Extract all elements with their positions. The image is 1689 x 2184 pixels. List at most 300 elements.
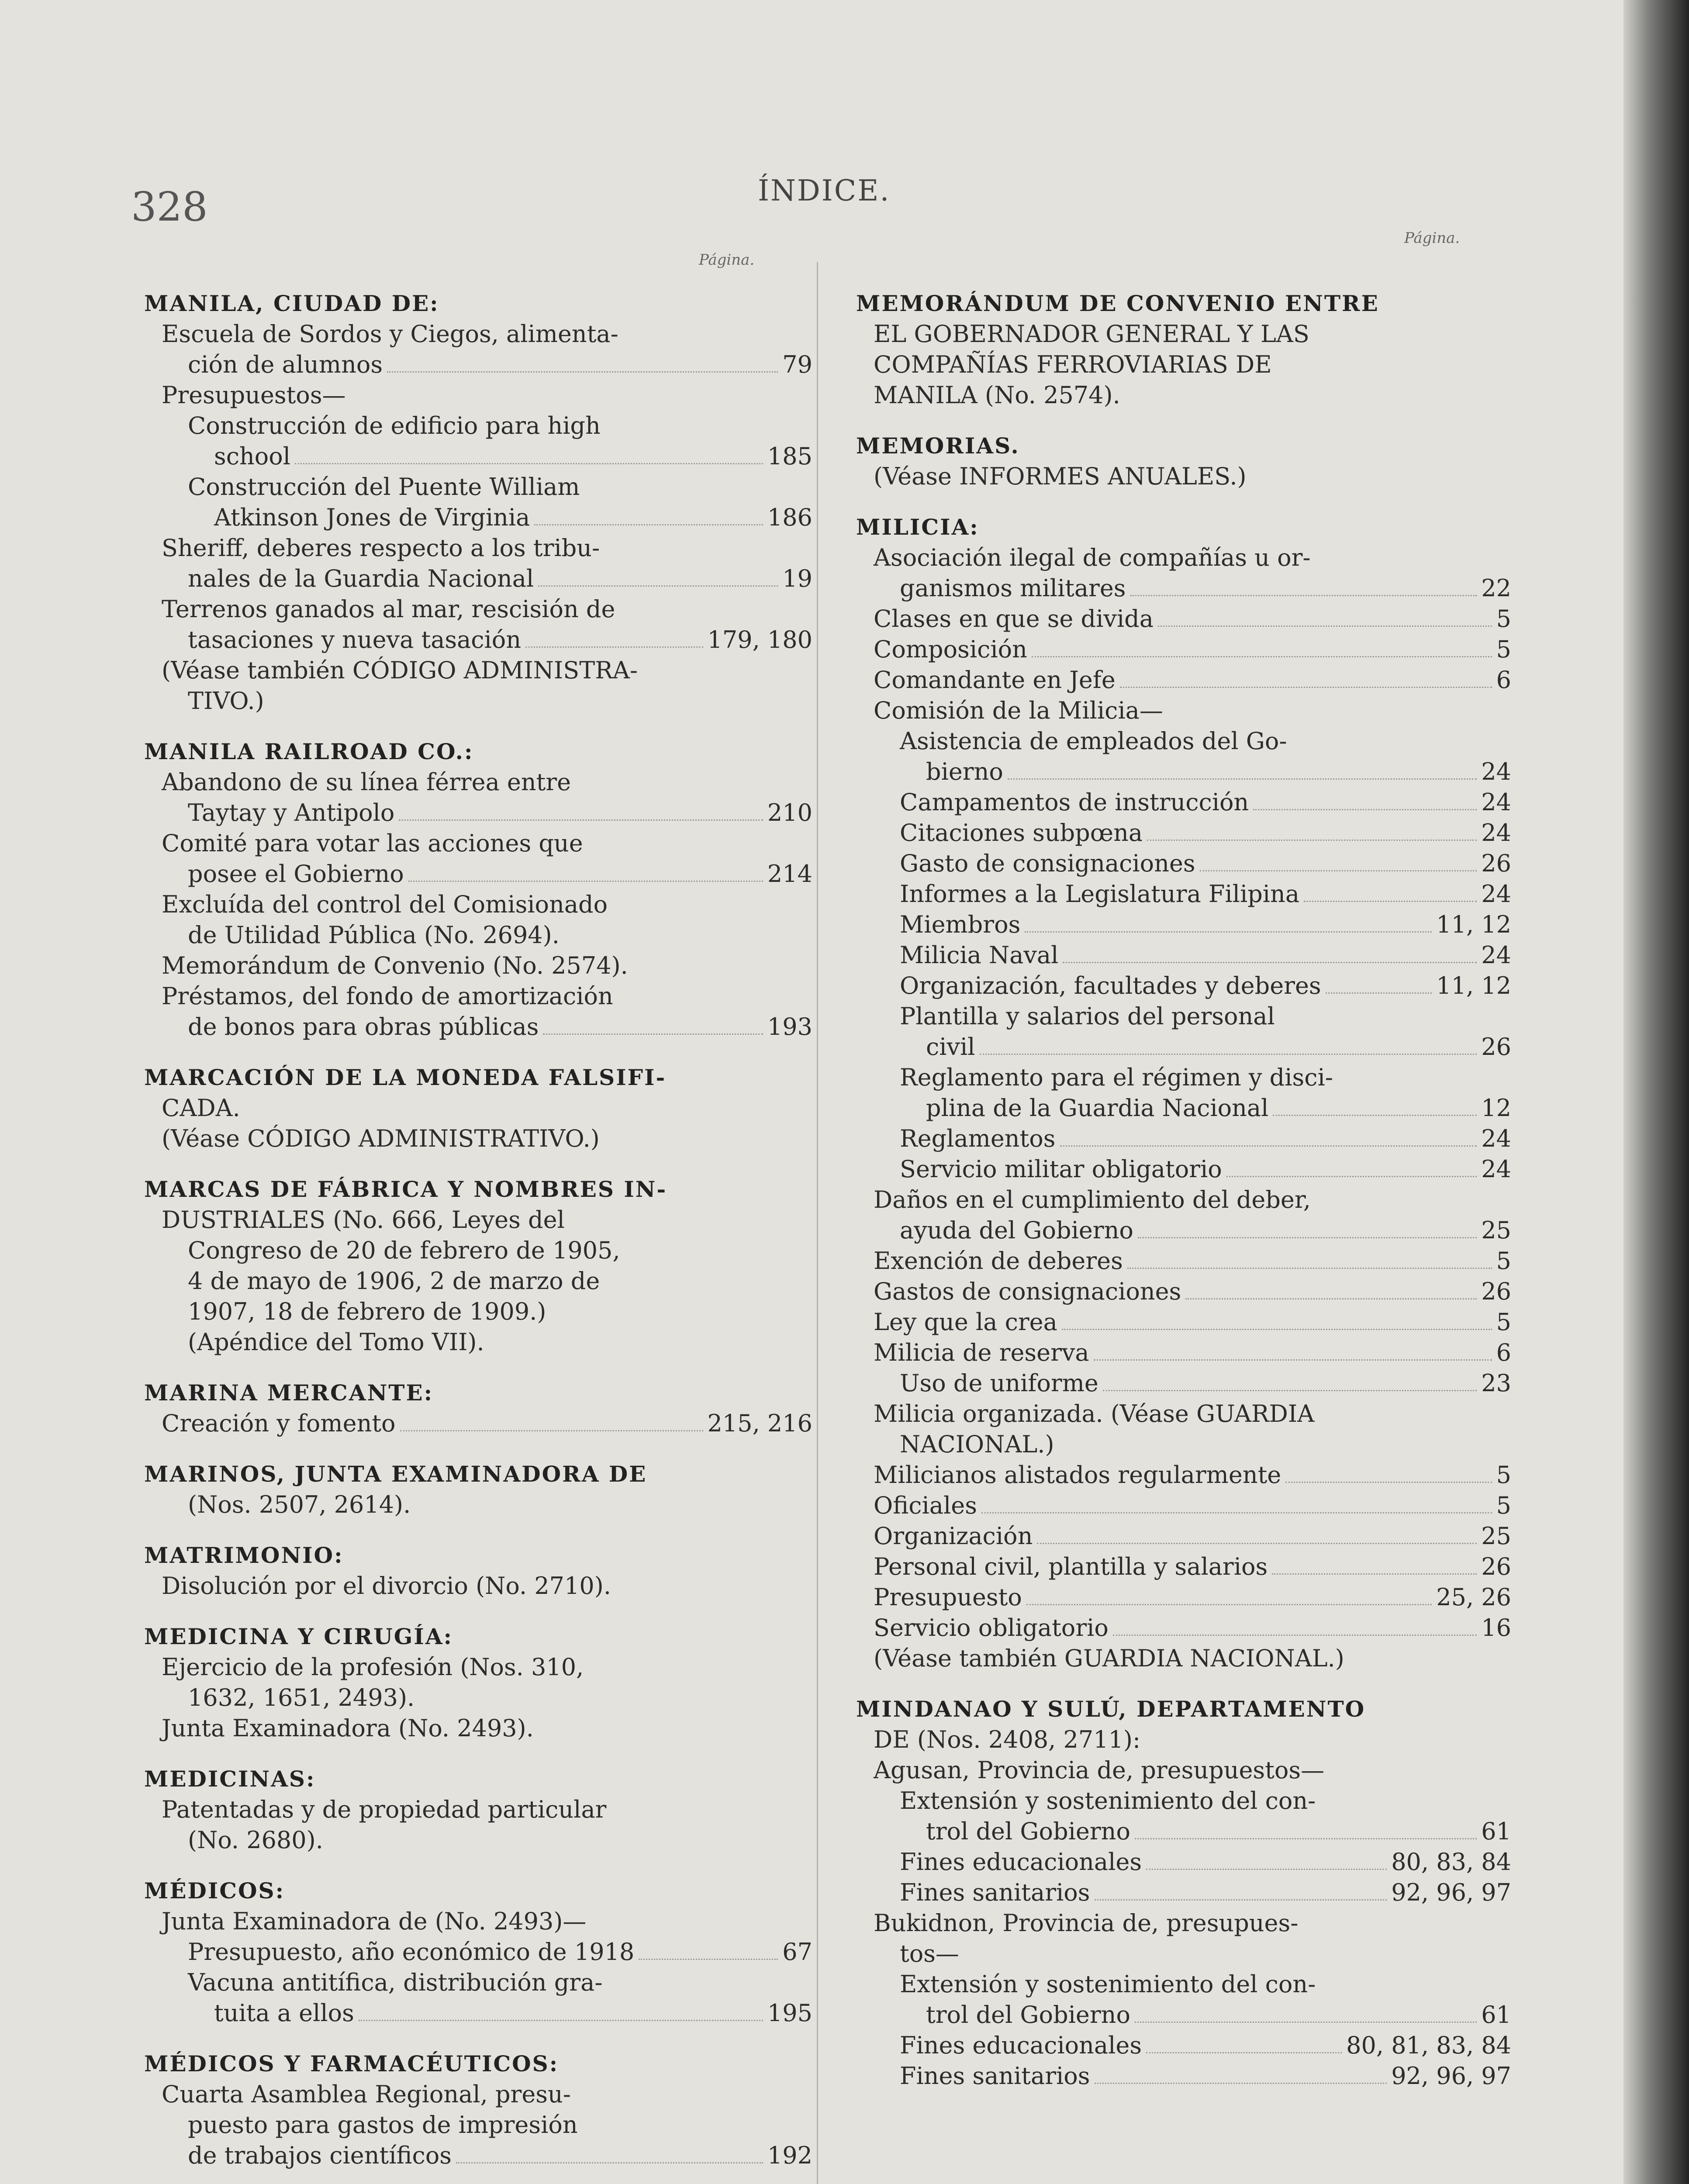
page-reference: 215, 216: [707, 1410, 812, 1437]
index-entry: [856, 431, 1511, 492]
entry-line: [856, 604, 1511, 634]
dot-leader: [1146, 2052, 1342, 2053]
entry-text: (Véase también CÓDIGO ADMINISTRA-: [162, 657, 638, 684]
entry-heading: MATRIMONIO:: [144, 1542, 344, 1568]
entry-line: [144, 1489, 812, 1520]
dot-leader: [1008, 778, 1477, 780]
dot-leader: [399, 819, 763, 821]
entry-text: Vacuna antitífica, distribución gra-: [188, 1969, 603, 1996]
dot-leader: [543, 1033, 763, 1035]
entry-line: [144, 1093, 812, 1123]
index-entry: [144, 288, 812, 716]
entry-text: Comité para votar las acciones que: [162, 829, 583, 857]
dot-leader: [1130, 595, 1477, 596]
dot-leader: [1120, 687, 1492, 688]
entry-heading: MARINOS, JUNTA EXAMINADORA DE: [144, 1461, 647, 1487]
entry-line: [144, 2110, 812, 2140]
entry-text: tuita a ellos: [214, 1999, 354, 2027]
entry-text: Patentadas y de propiedad particular: [162, 1796, 607, 1823]
page-reference: 22: [1481, 574, 1511, 602]
entry-text: Oficiales: [874, 1492, 977, 1519]
entry-text: trol del Gobierno: [926, 2001, 1130, 2028]
entry-text: (Véase INFORMES ANUALES.): [874, 463, 1247, 490]
page-reference: 23: [1481, 1369, 1511, 1397]
entry-line: [856, 1755, 1511, 1786]
entry-line: [144, 950, 812, 981]
page-reference: 5: [1496, 1492, 1511, 1519]
entry-text: Presupuesto: [874, 1583, 1022, 1611]
entry-line: [856, 349, 1511, 380]
page-reference: 5: [1496, 1308, 1511, 1336]
page-reference: 12: [1481, 1094, 1511, 1122]
entry-text: Agusan, Provincia de, presupuestos—: [874, 1756, 1325, 1784]
entry-text: nales de la Guardia Nacional: [188, 565, 534, 592]
index-entry: [144, 1062, 812, 1154]
entry-line: [856, 2030, 1511, 2061]
entry-text: tos—: [900, 1940, 959, 1967]
index-entry: [144, 1378, 812, 1439]
dot-leader: [1026, 1604, 1432, 1605]
page-reference: 24: [1481, 1155, 1511, 1183]
dot-leader: [1200, 870, 1477, 871]
entry-line: [144, 625, 812, 655]
entry-text: Organización, facultades y deberes: [900, 972, 1321, 999]
entry-line: [144, 767, 812, 798]
entry-line: [856, 461, 1511, 492]
entry-text: ción de alumnos: [188, 351, 383, 378]
page-number: 328: [131, 183, 208, 230]
entry-line: [856, 2000, 1511, 2030]
entry-line: [856, 1521, 1511, 1552]
entry-text: DE (Nos. 2408, 2711):: [874, 1726, 1141, 1753]
dot-leader: [534, 524, 763, 525]
entry-text: (Véase CÓDIGO ADMINISTRATIVO.): [162, 1125, 600, 1152]
entry-text: MANILA (No. 2574).: [874, 381, 1120, 409]
entry-text: Fines sanitarios: [900, 2062, 1090, 2090]
index-entry: [856, 512, 1511, 1674]
entry-heading: MÉDICOS Y FARMACÉUTICOS:: [144, 2051, 559, 2077]
page-reference: 67: [782, 1938, 812, 1966]
entry-text: Daños en el cumplimiento del deber,: [874, 1186, 1311, 1213]
entry-line: [144, 1205, 812, 1235]
entry-text: Creación y fomento: [162, 1410, 396, 1437]
entry-text: Servicio obligatorio: [874, 1614, 1109, 1641]
entry-line: [856, 971, 1511, 1001]
entry-heading: MARCAS DE FÁBRICA Y NOMBRES IN-: [144, 1176, 667, 1202]
entry-text: Ley que la crea: [874, 1308, 1057, 1336]
entry-line: [856, 940, 1511, 971]
entry-line: [856, 380, 1511, 411]
index-entry: [144, 1764, 812, 1856]
entry-text: Presupuesto, año económico de 1918: [188, 1938, 635, 1966]
entry-text: Terrenos ganados al mar, rescisión de: [162, 595, 615, 623]
page-reference: 92, 96, 97: [1391, 2062, 1511, 2090]
entry-line: [144, 472, 812, 502]
page-reference: 79: [782, 351, 812, 378]
page-reference: 24: [1481, 941, 1511, 969]
entry-line: [144, 1123, 812, 1154]
dot-leader: [980, 1054, 1477, 1055]
page-reference: 214: [767, 860, 812, 888]
dot-leader: [1025, 931, 1432, 933]
entry-text: DUSTRIALES (No. 666, Leyes del: [162, 1206, 565, 1234]
entry-line: [144, 920, 812, 950]
entry-line: [856, 1368, 1511, 1399]
entry-line: [856, 1490, 1511, 1521]
entry-line: [856, 1939, 1511, 1969]
entry-text: Milicia organizada. (Véase GUARDIA: [874, 1400, 1315, 1427]
entry-text: Excluída del control del Comisionado: [162, 891, 608, 918]
entry-line: [856, 1337, 1511, 1368]
dot-leader: [1095, 2083, 1387, 2084]
entry-line: [856, 1001, 1511, 1032]
entry-text: puesto para gastos de impresión: [188, 2111, 578, 2139]
entry-text: Asistencia de empleados del Go-: [900, 727, 1287, 755]
dot-leader: [981, 1512, 1492, 1514]
entry-text: (No. 2680).: [188, 1826, 323, 1854]
entry-line: [856, 879, 1511, 909]
entry-text: Ejercicio de la profesión (Nos. 310,: [162, 1653, 584, 1681]
page-reference: 25: [1481, 1522, 1511, 1550]
entry-line: [856, 1877, 1511, 1908]
entry-line: [144, 1296, 812, 1327]
entry-text: 4 de mayo de 1906, 2 de marzo de: [188, 1267, 600, 1295]
entry-text: Sheriff, deberes respecto a los tribu-: [162, 534, 600, 562]
dot-leader: [1304, 901, 1477, 902]
index-entry: [144, 736, 812, 1042]
dot-leader: [639, 1959, 778, 1960]
entry-line: [144, 1012, 812, 1042]
entry-text: Comisión de la Milicia—: [874, 697, 1163, 724]
entry-line: [144, 563, 812, 594]
entry-line: [144, 594, 812, 625]
dot-leader: [1095, 1899, 1387, 1901]
entry-line: [856, 909, 1511, 940]
dot-leader: [1146, 1869, 1387, 1870]
entry-line: [144, 1408, 812, 1439]
entry-line: [856, 848, 1511, 879]
entry-line: [856, 1123, 1511, 1154]
entry-heading: MILICIA:: [856, 514, 979, 540]
entry-text: de trabajos científicos: [188, 2142, 452, 2169]
entry-line: [856, 726, 1511, 757]
page-reference: 11, 12: [1436, 911, 1511, 938]
entry-text: Milicia de reserva: [874, 1339, 1089, 1366]
index-entry: [144, 1459, 812, 1520]
dot-leader: [1135, 1838, 1477, 1839]
entry-line: [856, 1969, 1511, 2000]
entry-line: [856, 1816, 1511, 1847]
page-reference: 24: [1481, 880, 1511, 908]
page-reference: 19: [782, 565, 812, 592]
entry-line: [144, 1235, 812, 1266]
entry-line: [856, 1847, 1511, 1877]
entry-text: civil: [926, 1033, 975, 1061]
page-reference: 61: [1481, 1818, 1511, 1845]
entry-heading: MINDANAO Y SULÚ, DEPARTAMENTO: [856, 1696, 1366, 1722]
entry-text: Taytay y Antipolo: [188, 799, 395, 826]
entry-text: (Véase también GUARDIA NACIONAL.): [874, 1645, 1344, 1672]
index-entry: [144, 1876, 812, 2028]
dot-leader: [1135, 2022, 1477, 2023]
entry-line: [144, 380, 812, 411]
entry-text: bierno: [926, 758, 1003, 785]
entry-line: [144, 798, 812, 828]
entry-line: [856, 1154, 1511, 1185]
entry-line: [856, 1724, 1511, 1755]
entry-text: Congreso de 20 de febrero de 1905,: [188, 1237, 620, 1264]
entry-line: [144, 655, 812, 686]
page-reference: 61: [1481, 2001, 1511, 2028]
entry-line: [856, 757, 1511, 787]
entry-line: [856, 2061, 1511, 2091]
page-reference: 185: [767, 442, 812, 470]
index-entry: [856, 288, 1511, 411]
entry-text: Milicia Naval: [900, 941, 1059, 969]
column-divider: [817, 262, 818, 2184]
entry-line: [856, 1215, 1511, 1246]
entry-text: Plantilla y salarios del personal: [900, 1002, 1275, 1030]
index-entry: [144, 1174, 812, 1358]
entry-line: [856, 1460, 1511, 1490]
dot-leader: [1138, 1237, 1477, 1238]
entry-line: [856, 1093, 1511, 1123]
entry-text: COMPAÑÍAS FERROVIARIAS DE: [874, 351, 1272, 378]
entry-text: ganismos militares: [900, 574, 1126, 602]
page-reference: 5: [1496, 1461, 1511, 1489]
entry-line: [856, 818, 1511, 848]
page-column-label-left: Página.: [699, 251, 755, 269]
page-reference: 192: [767, 2142, 812, 2169]
dot-leader: [1037, 1543, 1477, 1544]
entry-text: Asociación ilegal de compañías u or-: [874, 544, 1311, 571]
entry-text: Extensión y sostenimiento del con-: [900, 1970, 1316, 1998]
entry-text: ayuda del Gobierno: [900, 1216, 1133, 1244]
entry-text: school: [214, 442, 291, 470]
entry-text: Bukidnon, Provincia de, presupues-: [874, 1909, 1299, 1937]
page-reference: 186: [767, 504, 812, 531]
page-reference: 26: [1481, 850, 1511, 877]
entry-text: Reglamentos: [900, 1125, 1056, 1152]
entry-line: [144, 1967, 812, 1998]
entry-line: [144, 2079, 812, 2110]
entry-text: Uso de uniforme: [900, 1369, 1098, 1397]
entry-text: de Utilidad Pública (No. 2694).: [188, 921, 560, 949]
entry-text: CADA.: [162, 1094, 240, 1122]
entry-text: posee el Gobierno: [188, 860, 404, 888]
page-reference: 92, 96, 97: [1391, 1879, 1511, 1906]
entry-heading: MANILA RAILROAD CO.:: [144, 739, 474, 764]
dot-leader: [1158, 625, 1492, 627]
entry-text: Construcción del Puente William: [188, 473, 580, 501]
page-reference: 24: [1481, 819, 1511, 847]
entry-text: Memorándum de Convenio (No. 2574).: [162, 952, 628, 979]
entry-heading: MÉDICOS:: [144, 1878, 285, 1904]
page-reference: 26: [1481, 1278, 1511, 1305]
dot-leader: [1032, 656, 1492, 657]
entry-heading: MEMORÁNDUM DE CONVENIO ENTRE: [856, 290, 1379, 316]
entry-line: [856, 787, 1511, 818]
entry-text: trol del Gobierno: [926, 1818, 1130, 1845]
entry-text: Extensión y sostenimiento del con-: [900, 1787, 1316, 1814]
entry-text: plina de la Guardia Nacional: [926, 1094, 1269, 1122]
page-reference: 179, 180: [707, 626, 812, 653]
entry-text: EL GOBERNADOR GENERAL Y LAS: [874, 320, 1309, 348]
entry-line: [144, 981, 812, 1012]
entry-line: [144, 1266, 812, 1296]
page-reference: 25, 26: [1436, 1583, 1511, 1611]
entry-line: [144, 1937, 812, 1967]
entry-line: [144, 1998, 812, 2028]
entry-text: (Apéndice del Tomo VII).: [188, 1328, 484, 1356]
dot-leader: [1113, 1635, 1477, 1636]
entry-line: [856, 1613, 1511, 1643]
entry-line: [144, 1825, 812, 1856]
dot-leader: [1326, 992, 1432, 994]
dot-leader: [456, 2162, 763, 2163]
entry-text: tasaciones y nueva tasación: [188, 626, 522, 653]
entry-line: [144, 1683, 812, 1713]
entry-line: [144, 1906, 812, 1937]
dot-leader: [1147, 840, 1477, 841]
entry-text: Organización: [874, 1522, 1033, 1550]
entry-text: Gasto de consignaciones: [900, 850, 1195, 877]
entry-text: Servicio militar obligatorio: [900, 1155, 1222, 1183]
entry-text: Disolución por el divorcio (No. 2710).: [162, 1572, 611, 1600]
dot-leader: [387, 371, 778, 373]
entry-text: 1907, 18 de febrero de 1909.): [188, 1298, 546, 1325]
page-reference: 193: [767, 1013, 812, 1040]
entry-heading: MARCACIÓN DE LA MONEDA FALSIFI-: [144, 1064, 667, 1090]
dot-leader: [1185, 1298, 1477, 1299]
entry-line: [144, 349, 812, 380]
index-entry: [144, 1621, 812, 1744]
entry-line: [144, 319, 812, 349]
entry-text: Gastos de consignaciones: [874, 1278, 1181, 1305]
entry-text: Junta Examinadora (No. 2493).: [162, 1714, 534, 1742]
entry-text: Reglamento para el régimen y disci-: [900, 1064, 1333, 1091]
entry-line: [144, 859, 812, 889]
entry-text: Fines educacionales: [900, 2032, 1142, 2059]
entry-text: Escuela de Sordos y Ciegos, alimenta-: [162, 320, 618, 348]
page-reference: 195: [767, 1999, 812, 2027]
entry-text: Exención de deberes: [874, 1247, 1123, 1275]
dot-leader: [1253, 809, 1477, 810]
entry-line: [856, 1032, 1511, 1062]
entry-line: [856, 1429, 1511, 1460]
entry-text: Clases en que se divida: [874, 605, 1154, 632]
entry-line: [144, 1794, 812, 1825]
entry-text: 1632, 1651, 2493).: [188, 1684, 415, 1711]
entry-line: [144, 889, 812, 920]
page-reference: 26: [1481, 1553, 1511, 1580]
entry-line: [856, 1908, 1511, 1939]
entry-text: Fines sanitarios: [900, 1879, 1090, 1906]
dot-leader: [359, 2020, 763, 2021]
entry-line: [144, 533, 812, 563]
entry-line: [856, 1552, 1511, 1582]
dot-leader: [408, 881, 763, 882]
page-reference: 24: [1481, 1125, 1511, 1152]
page-reference: 25: [1481, 1216, 1511, 1244]
entry-line: [144, 441, 812, 472]
entry-text: Cuarta Asamblea Regional, presu-: [162, 2080, 571, 2108]
running-head: ÍNDICE.: [758, 174, 891, 207]
right-column: [856, 288, 1511, 2111]
dot-leader: [1094, 1359, 1492, 1361]
entry-line: [856, 665, 1511, 695]
entry-line: [856, 1643, 1511, 1674]
dot-leader: [1062, 1329, 1492, 1330]
entry-text: Milicianos alistados regularmente: [874, 1461, 1281, 1489]
entry-heading: MEDICINAS:: [144, 1766, 316, 1792]
page-column-label-right: Página.: [1404, 229, 1460, 247]
dot-leader: [400, 1430, 703, 1431]
entry-line: [856, 634, 1511, 665]
entry-line: [856, 1786, 1511, 1816]
entry-text: TIVO.): [188, 687, 264, 715]
dot-leader: [538, 585, 778, 587]
entry-line: [144, 1327, 812, 1358]
dot-leader: [1272, 1573, 1477, 1575]
entry-line: [856, 1185, 1511, 1215]
entry-line: [856, 573, 1511, 604]
page-reference: 6: [1496, 1339, 1511, 1366]
dot-leader: [1273, 1115, 1477, 1116]
entry-heading: MEDICINA Y CIRUGÍA:: [144, 1624, 453, 1649]
page-reference: 26: [1481, 1033, 1511, 1061]
dot-leader: [1226, 1176, 1477, 1177]
index-entry: [144, 1540, 812, 1601]
dot-leader: [1063, 962, 1477, 963]
entry-line: [144, 828, 812, 859]
entry-line: [144, 2140, 812, 2171]
entry-text: (Nos. 2507, 2614).: [188, 1491, 411, 1518]
entry-line: [856, 1307, 1511, 1337]
entry-line: [144, 1713, 812, 1744]
entry-line: [856, 1399, 1511, 1429]
entry-line: [856, 1582, 1511, 1613]
entry-heading: MEMORIAS.: [856, 433, 1020, 459]
entry-text: Abandono de su línea férrea entre: [162, 768, 571, 796]
entry-text: de bonos para obras públicas: [188, 1013, 539, 1040]
page-reference: 210: [767, 799, 812, 826]
page-reference: 80, 81, 83, 84: [1346, 2032, 1511, 2059]
entry-text: Junta Examinadora de (No. 2493)—: [162, 1908, 587, 1935]
page-reference: 5: [1496, 636, 1511, 663]
entry-text: Comandante en Jefe: [874, 666, 1116, 694]
entry-text: Miembros: [900, 911, 1021, 938]
entry-line: [144, 1571, 812, 1601]
entry-text: Campamentos de instrucción: [900, 788, 1249, 816]
dot-leader: [525, 646, 703, 648]
entry-text: Presupuestos—: [162, 381, 346, 409]
entry-line: [144, 502, 812, 533]
entry-line: [856, 695, 1511, 726]
page-reference: 11, 12: [1436, 972, 1511, 999]
dot-leader: [1060, 1145, 1477, 1147]
page-reference: 5: [1496, 605, 1511, 632]
dot-leader: [1285, 1482, 1492, 1483]
entry-line: [144, 686, 812, 716]
page-reference: 6: [1496, 666, 1511, 694]
page-reference: 80, 83, 84: [1391, 1848, 1511, 1876]
entry-heading: MANILA, CIUDAD DE:: [144, 290, 439, 316]
page-reference: 24: [1481, 788, 1511, 816]
entry-line: [856, 1062, 1511, 1093]
entry-line: [856, 1246, 1511, 1276]
dot-leader: [1127, 1268, 1492, 1269]
